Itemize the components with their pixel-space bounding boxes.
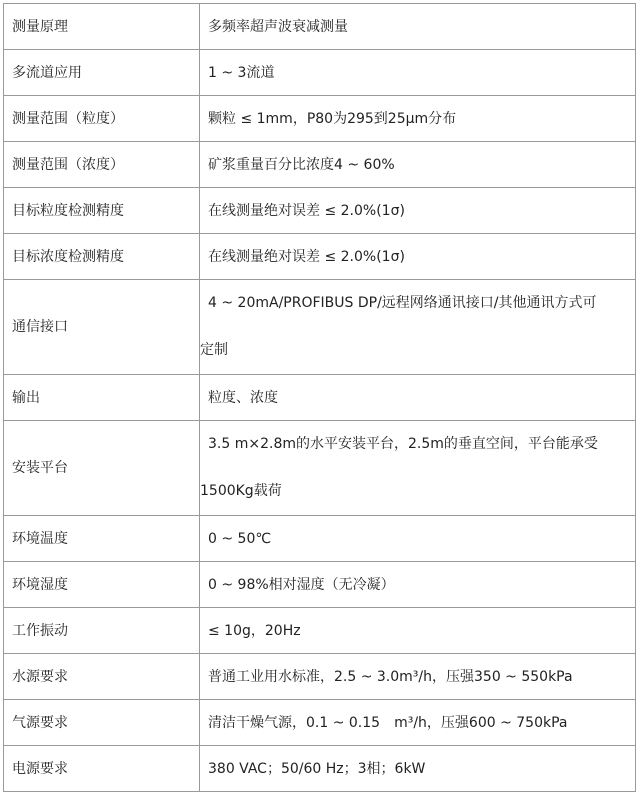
row-value: 在线测量绝对误差 ≤ 2.0%(1σ) xyxy=(200,188,636,234)
table-row xyxy=(4,234,636,280)
row-value-line2: 定制 xyxy=(200,342,228,358)
row-label: 测量范围（粒度） xyxy=(4,96,200,142)
table-row xyxy=(4,280,636,375)
row-value: 颗粒 ≤ 1mm，P80为295到25μm分布 xyxy=(200,96,636,142)
row-value: 1 ~ 3流道 xyxy=(200,50,636,96)
table-row xyxy=(4,608,636,654)
table-row xyxy=(4,96,636,142)
table-row xyxy=(4,188,636,234)
row-label: 环境温度 xyxy=(4,516,200,562)
row-label: 目标粒度检测精度 xyxy=(4,188,200,234)
row-label: 通信接口 xyxy=(4,280,200,375)
row-value: 0 ~ 98%相对湿度（无冷凝） xyxy=(200,562,636,608)
row-value xyxy=(200,421,636,516)
row-label: 环境湿度 xyxy=(4,562,200,608)
table-row xyxy=(4,421,636,516)
row-label: 目标浓度检测精度 xyxy=(4,234,200,280)
row-label: 输出 xyxy=(4,375,200,421)
row-value: 在线测量绝对误差 ≤ 2.0%(1σ) xyxy=(200,234,636,280)
row-label: 测量原理 xyxy=(4,4,200,50)
table-row xyxy=(4,746,636,792)
row-label: 电源要求 xyxy=(4,746,200,792)
row-label: 气源要求 xyxy=(4,700,200,746)
row-value-line2: 1500Kg载荷 xyxy=(200,483,282,499)
row-value: 粒度、浓度 xyxy=(200,375,636,421)
table-row xyxy=(4,4,636,50)
row-label: 工作振动 xyxy=(4,608,200,654)
table-row xyxy=(4,375,636,421)
row-value: 普通工业用水标准，2.5 ~ 3.0m³/h，压强350 ~ 550kPa xyxy=(200,654,636,700)
row-value xyxy=(200,280,636,375)
table-row xyxy=(4,562,636,608)
table-row xyxy=(4,654,636,700)
table-row xyxy=(4,142,636,188)
table-row xyxy=(4,50,636,96)
table-row xyxy=(4,516,636,562)
row-value-line1: 3.5 m×2.8m的水平安装平台，2.5m的垂直空间，平台能承受 xyxy=(208,436,598,452)
row-value: 380 VAC；50/60 Hz；3相；6kW xyxy=(200,746,636,792)
row-value: 矿浆重量百分比浓度4 ~ 60% xyxy=(200,142,636,188)
row-value-line1: 4 ~ 20mA/PROFIBUS DP/远程网络通讯接口/其他通讯方式可 xyxy=(208,295,597,311)
row-label: 水源要求 xyxy=(4,654,200,700)
table-row xyxy=(4,700,636,746)
spec-table xyxy=(3,3,636,792)
row-value: 多频率超声波衰减测量 xyxy=(200,4,636,50)
row-label: 测量范围（浓度） xyxy=(4,142,200,188)
row-label: 安装平台 xyxy=(4,421,200,516)
row-value: 清洁干燥气源，0.1 ~ 0.15 m³/h，压强600 ~ 750kPa xyxy=(200,700,636,746)
row-value: 0 ~ 50℃ xyxy=(200,516,636,562)
row-value: ≤ 10g，20Hz xyxy=(200,608,636,654)
row-label: 多流道应用 xyxy=(4,50,200,96)
